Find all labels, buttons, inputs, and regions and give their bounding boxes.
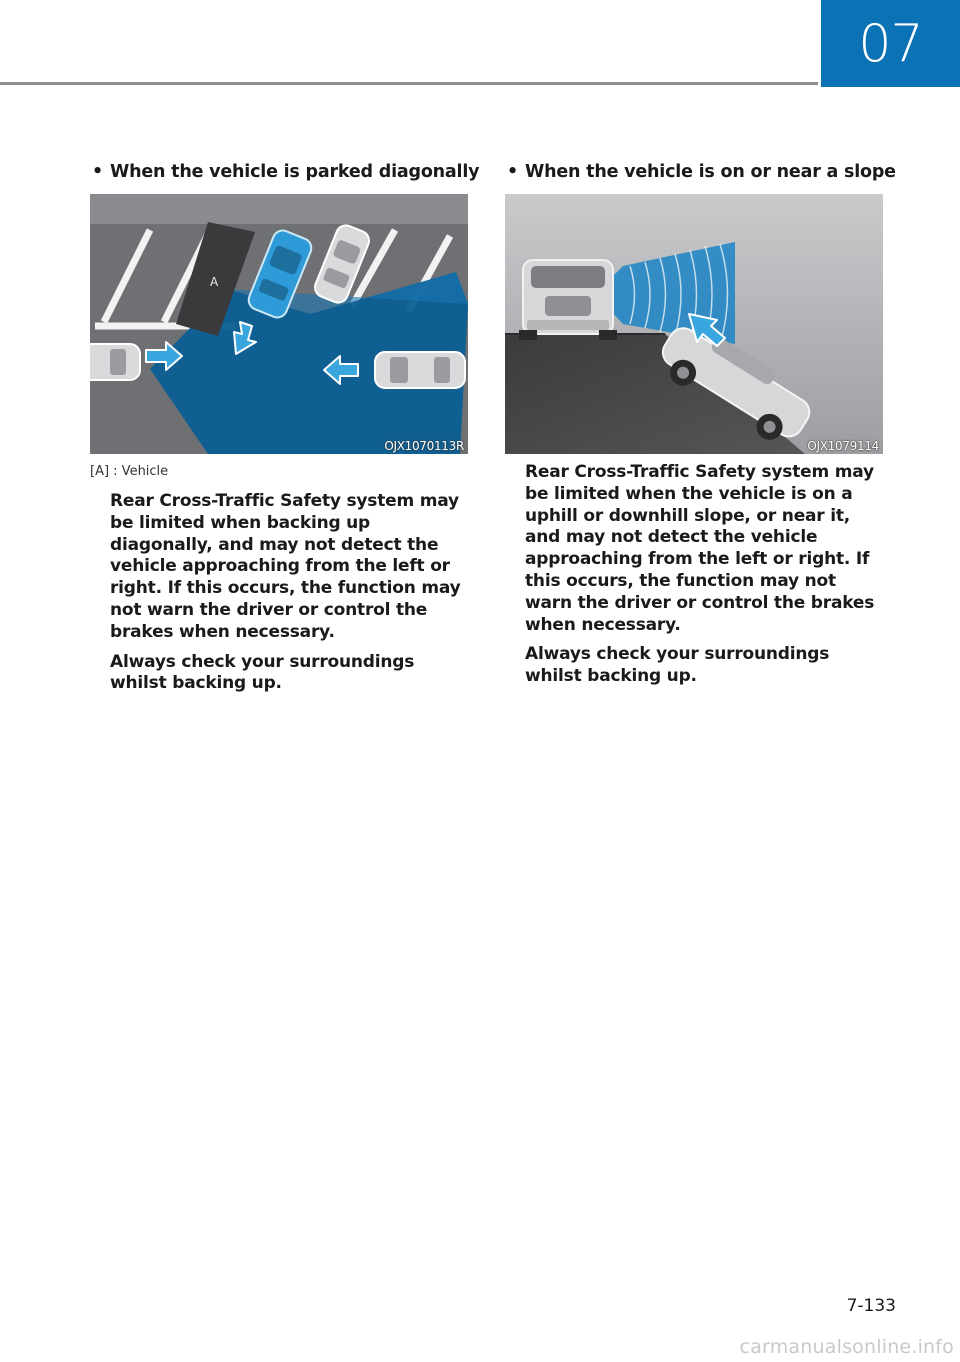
right-paragraph-2: Always check your surroundings whilst backing up.	[525, 644, 830, 687]
left-paragraph-2: Always check your surroundings whilst backing up.	[110, 651, 415, 694]
figure-caption: [A] : Vehicle	[90, 464, 169, 479]
diagonal-parking-illustration	[90, 194, 468, 454]
bullet-icon: •	[507, 162, 518, 182]
figure-label-a: A	[210, 275, 219, 289]
figure-code: OJX1079114	[807, 439, 879, 453]
chapter-number: 07	[858, 13, 923, 74]
left-heading-text: When the vehicle is parked diagonally	[110, 162, 480, 182]
page-number: 7-133	[846, 1296, 896, 1316]
left-paragraph-1: Rear Cross-Traffic Safety system may be limited when backing up diagonally, and may not detect the vehicle approaching from the left or right. If this occurs, the function may not warn the driver or control the brakes when necessary.	[110, 491, 461, 642]
left-column	[90, 160, 480, 703]
right-heading	[505, 160, 896, 184]
slope-figure	[505, 194, 883, 454]
bullet-icon: •	[92, 162, 103, 182]
right-column	[505, 160, 896, 696]
left-heading	[90, 160, 480, 184]
slope-illustration	[505, 194, 883, 454]
figure-code: OJX1070113R	[384, 439, 464, 453]
right-paragraph-1: Rear Cross-Traffic Safety system may be limited when the vehicle is on a uphill or downhill slope, or near it, and may not detect the vehicle approaching from the left or right. If this occurs, the function may not warn the driver or control the brakes when necessary.	[525, 462, 875, 635]
chapter-tab	[821, 0, 960, 87]
watermark: carmanualsonline.info	[739, 1336, 954, 1358]
diagonal-parking-figure	[90, 194, 468, 454]
header-rule	[0, 82, 818, 85]
right-heading-text: When the vehicle is on or near a slope	[525, 162, 896, 182]
